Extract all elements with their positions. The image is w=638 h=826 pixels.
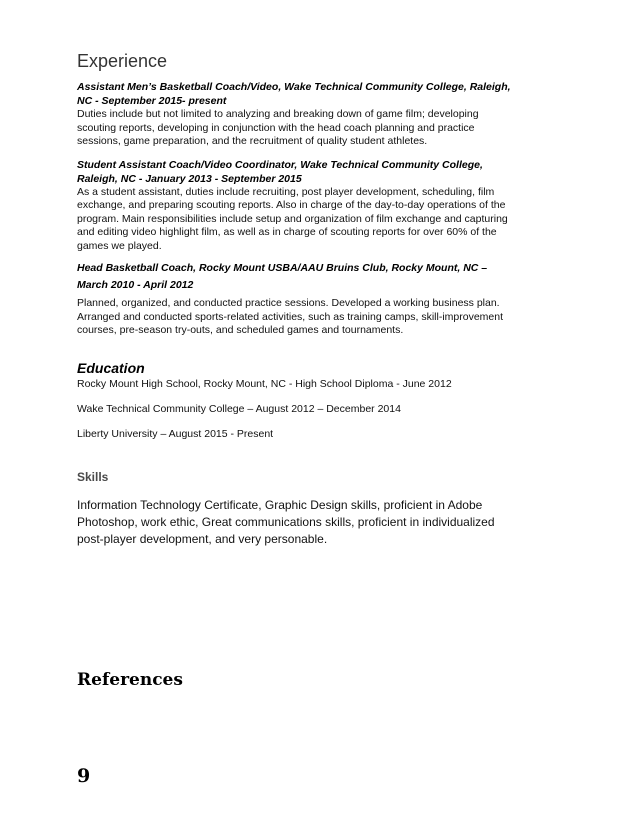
job-entry xyxy=(77,158,517,254)
job-entry xyxy=(77,80,517,149)
experience-heading: Experience xyxy=(77,51,168,71)
job-title: Head Basketball Coach, Rocky Mount USBA/AAU Bruins Club, Rocky Mount, NC – xyxy=(77,262,488,274)
education-entry: Rocky Mount High School, Rocky Mount, NC - High School Diploma - June 2012 xyxy=(77,377,452,390)
job-description: Duties include but not limited to analyzing and breaking down of game film; developing scouting reports, developing in conjunction with the head coach planning and practice sessions, game preparation, and the recruitment of quality student athletes. xyxy=(77,108,479,147)
skills-heading: Skills xyxy=(77,469,109,484)
resume-content xyxy=(77,50,517,548)
education-entry: Liberty University – August 2015 - Present xyxy=(77,427,274,440)
job-dates: NC - September 2015- present xyxy=(77,95,227,107)
job-description: Planned, organized, and conducted practice sessions. Developed a working business plan. Arranged and conducted sports-related activities, such as training camps, skill-improvement courses, pre-season try-outs, and scheduled games and tournaments. xyxy=(77,297,504,336)
job-dates: March 2010 - April 2012 xyxy=(77,279,194,291)
skills-text: Information Technology Certificate, Graphic Design skills, proficient in Adobe Photoshop, work ethic, Great communications skills, proficient in individualized post-player development, and very personable. xyxy=(77,497,495,546)
education-entry: Wake Technical Community College – August 2012 – December 2014 xyxy=(77,402,401,415)
references-heading: References xyxy=(77,670,183,690)
job-title: Assistant Men’s Basketball Coach/Video, Wake Technical Community College, Raleigh, xyxy=(77,81,511,93)
education-heading: Education xyxy=(77,359,145,376)
job-description: As a student assistant, duties include recruiting, post player development, scheduling, film exchange, and preparing scouting reports. Also in charge of the day-to-day operations of the program. Main responsibilities include setup and organization of film exchange and capturing and editing video highlight film, as well as in charge of scouting reports for over 60% of the games we played. xyxy=(77,185,508,252)
job-title: Student Assistant Coach/Video Coordinator, Wake Technical Community College, xyxy=(77,158,483,171)
job-dates: Raleigh, NC - January 2013 - September 2015 xyxy=(77,172,302,185)
page-number: 9 xyxy=(77,765,91,787)
job-entry xyxy=(77,260,517,338)
